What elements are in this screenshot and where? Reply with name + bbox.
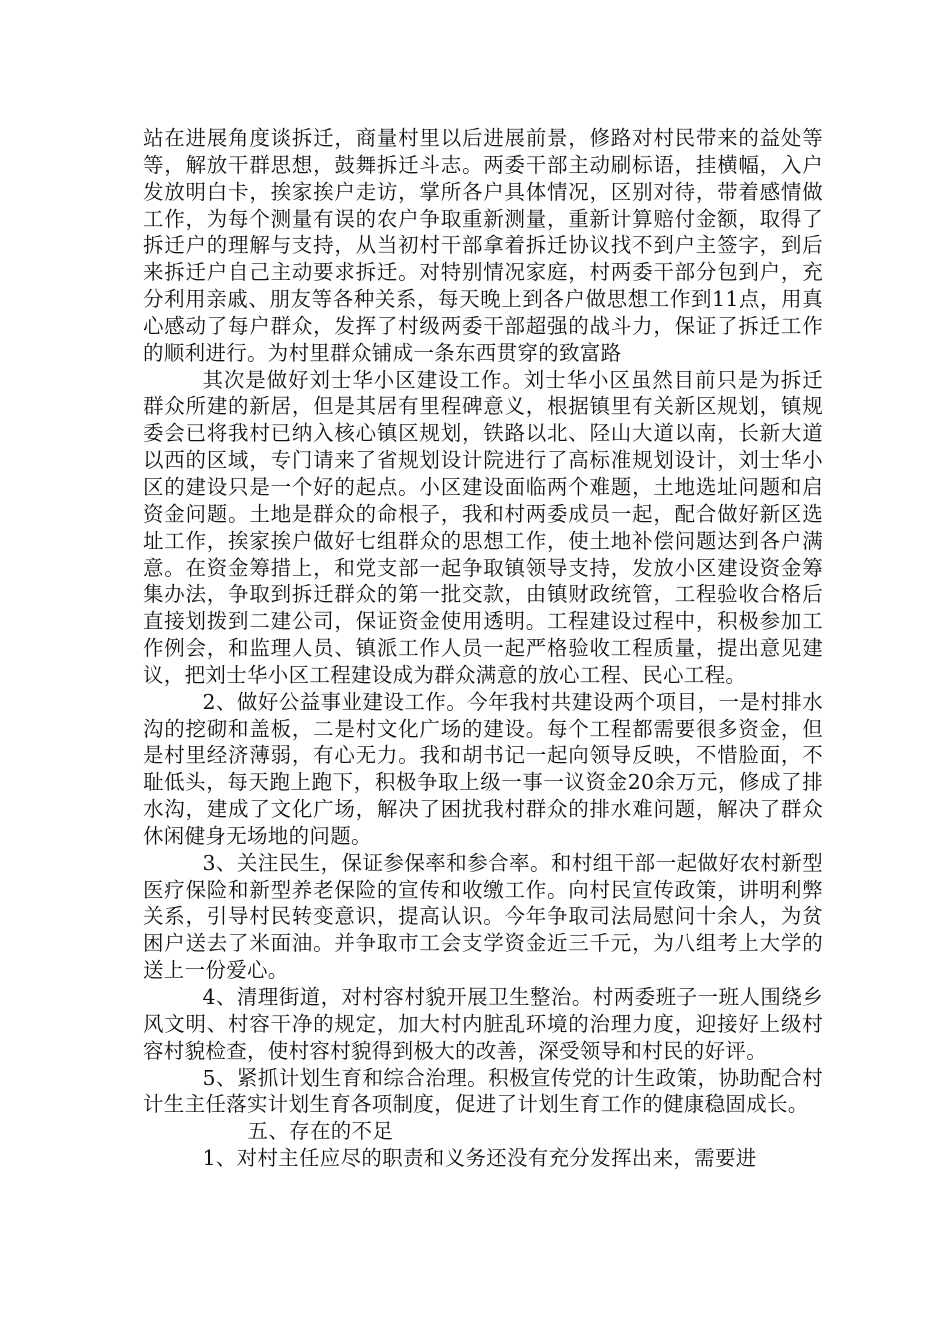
paragraph-continuation: 站在进展角度谈拆迁，商量村里以后进展前景，修路对村民带来的益处等等，解放干群思想，鼓舞拆迁斗志。两委干部主动刷标语，挂横幅，入户发放明白卡，挨家挨户走访，掌所各户具体情况，区别对待，带着感情做工作，为每个测量有误的农户争取重新测量，重新计算赔付金额，取得了拆迁户的理解与支持，从当初村干部拿着拆迁协议找不到户主签字，到后来拆迁户自己主动要求拆迁。对特别情况家庭，村两委干部分包到户，充分利用亲戚、朋友等各种关系，每天晚上到各户做思想工作到11点，用真心感动了每户群众，发挥了村级两委干部超强的战斗力，保证了拆迁工作的顺利进行。为村里群众铺成一条东西贯穿的致富路 [143,126,823,365]
document-body [143,125,823,1172]
paragraph-public-welfare: 2、做好公益事业建设工作。今年我村共建设两个项目，一是村排水沟的挖砌和盖板，二是村文化广场的建设。每个工程都需要很多资金，但是村里经济薄弱，有心无力。我和胡书记一起向领导反映，不惜脸面，不耻低头，每天跑上跑下，积极争取上级一事一议资金20余万元，修成了排水沟，建成了文化广场，解决了困扰我村群众的排水难问题，解决了群众休闲健身无场地的问题。 [143,689,823,848]
paragraph-street-cleanup: 4、清理街道，对村容村貌开展卫生整治。村两委班子一班人围绕乡风文明、村容干净的规定，加大村内脏乱环境的治理力度，迎接好上级村容村貌检查，使村容村貌得到极大的改善，深受领导和村民的好评。 [143,985,823,1063]
paragraph-shortcoming-1: 1、对村主任应尽的职责和义务还没有充分发挥出来，需要进 [202,1146,757,1171]
paragraph-family-planning: 5、紧抓计划生育和综合治理。积极宣传党的计生政策，协助配合村计生主任落实计划生育各项制度，促进了计划生育工作的健康稳固成长。 [143,1065,823,1117]
section-heading-shortcomings: 五、存在的不足 [247,1119,394,1144]
paragraph-community-construction: 其次是做好刘士华小区建设工作。刘士华小区虽然目前只是为拆迁群众所建的新居，但是其居有里程碑意义，根据镇里有关新区规划，镇规委会已将我村已纳入核心镇区规划，铁路以北、陉山大道以南，长新大道以西的区域，专门请来了省规划设计院进行了高标准规划设计，刘士华小区的建设只是一个好的起点。小区建设面临两个难题，土地选址问题和启资金问题。土地是群众的命根子，我和村两委成员一起，配合做好新区选址工作，挨家挨户做好七组群众的思想工作，使土地补偿问题达到各户满意。在资金筹措上，和党支部一起争取镇领导支持，发放小区建设资金筹集办法，争取到拆迁群众的第一批交款，由镇财政统管，工程验收合格后直接划拨到二建公司，保证资金使用透明。工程建设过程中，积极参加工作例会，和监理人员、镇派工作人员一起严格验收工程质量，提出意见建议，把刘士华小区工程建设成为群众满意的放心工程、民心工程。 [143,367,823,687]
paragraph-livelihood: 3、关注民生，保证参保率和参合率。和村组干部一起做好农村新型医疗保险和新型养老保险的宣传和收缴工作。向村民宣传政策，讲明利弊关系，引导村民转变意识，提高认识。今年争取司法局慰问十余人，为贫困户送去了米面油。并争取市工会支学资金近三千元，为八组考上大学的送上一份爱心。 [143,850,823,983]
